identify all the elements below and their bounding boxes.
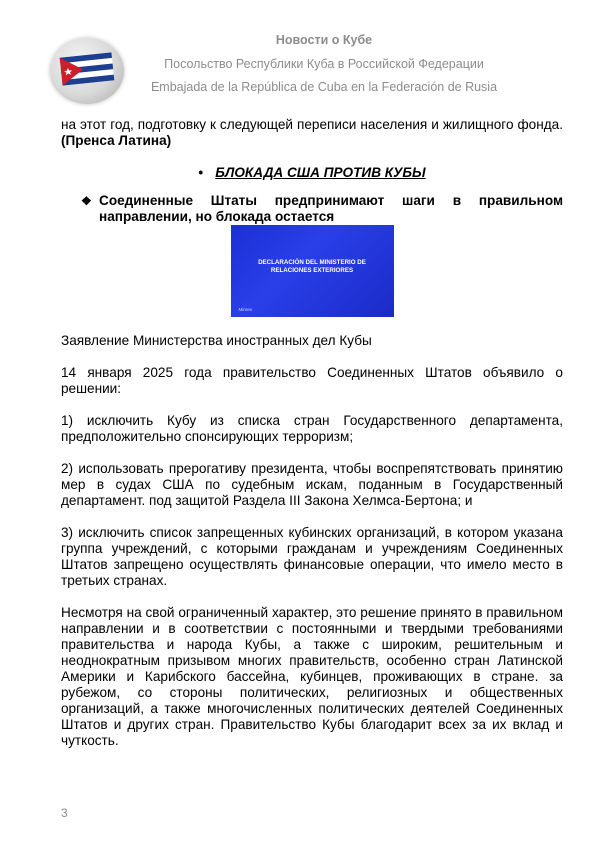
paragraph-conclusion: Несмотря на свой ограниченный характер, это решение принято в правильном направлении и в соответствии с постоянными и твердыми требованиями правительства и народа Кубы, а также с широким, решительным и неоднократным призывом многих правительств, особенно стран Латинской Америки и Карибского бассейна, кубинцев, проживающих в стране. за рубежом, со стороны политических, религиозных и общественных организаций, а также многочисленных политических деятелей Соединенных Штатов и других стран. Правительство Кубы благодарит всех за их вклад и чуткость. — [61, 605, 563, 748]
paragraph-item-2: 2) использовать прерогативу президента, чтобы воспрепятствовать принятию мер в судах США по судебным искам, поданным в Государственный департамент. под защитой Раздела III Закона Хелмса-Бертона; и — [61, 461, 563, 508]
banner-caption — [231, 259, 394, 275]
declaration-banner-image — [231, 225, 394, 317]
section-title-text: БЛОКАДА США ПРОТИВ КУБЫ — [215, 165, 426, 180]
headline-text: Соединенные Штаты предпринимают шаги в правильном направлении, но блокада остается — [99, 193, 563, 224]
headline — [61, 193, 563, 225]
header-embassy-ru: Посольство Республики Куба в Российской Федерации — [164, 57, 484, 71]
intro-source: (Пренса Латина) — [61, 133, 172, 148]
paragraph-item-3: 3) исключить список запрещенных кубинских организаций, в котором указана группа учреждений, с которыми гражданам и учреждениям Соединенных Штатов запрещено осуществлять финансовые операции, что имело место в третьих странах. — [61, 525, 563, 588]
article-body — [61, 117, 563, 749]
paragraph-statement: Заявление Министерства иностранных дел Кубы — [61, 333, 372, 348]
header-title: Новости о Кубе — [275, 33, 373, 47]
intro-text: на этот год, подготовку к следующей переписи населения и жилищного фонда. — [61, 117, 563, 132]
banner-line-1: DECLARACIÓN DEL MINISTERIO DE — [258, 259, 366, 266]
header-embassy-es: Embajada de la República de Cuba en la Federación de Rusia — [150, 80, 498, 94]
diamond-bullet-icon: ❖ — [81, 194, 92, 208]
paragraph-decision: 14 января 2025 года правительство Соединенных Штатов объявило о решении: — [61, 365, 563, 396]
banner-signature: Minrex — [238, 307, 253, 312]
paragraph-item-1: 1) исключить Кубу из списка стран Государственного департамента, предположительно спонсирующих терроризм; — [61, 413, 563, 444]
cuban-flag-logo — [50, 38, 124, 104]
page-number: 3 — [61, 806, 68, 820]
intro-paragraph — [61, 117, 563, 149]
bullet-dot-icon: • — [198, 165, 204, 180]
banner-line-2: RELACIONES EXTERIORES — [270, 267, 354, 274]
page-header — [0, 0, 608, 110]
section-title — [61, 165, 563, 181]
